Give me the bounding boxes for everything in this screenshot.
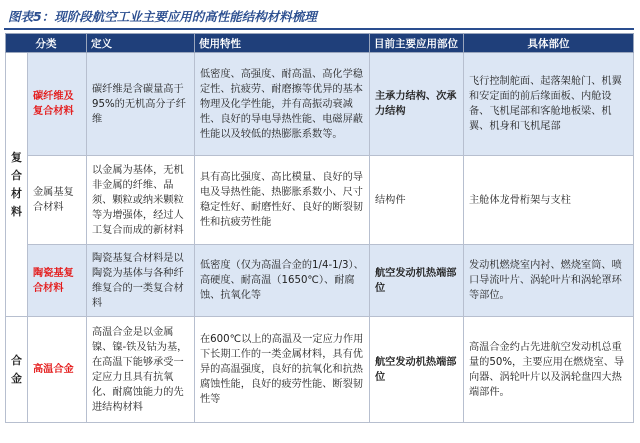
material-main-use: 航空发动机热端部位: [370, 245, 464, 317]
material-parts: 发动机燃烧室内衬、燃烧室筒、喷口导流叶片、涡轮叶片和涡轮罩环等部位。: [464, 245, 634, 317]
header-parts: 具体部位: [464, 34, 634, 53]
material-definition: 陶瓷基复合材料是以陶瓷为基体与各种纤维复合的一类复合材料: [87, 245, 195, 317]
material-name: 金属基复合材料: [28, 156, 87, 245]
table-row: [6, 53, 634, 156]
material-definition: 以金属为基体，无机非金属的纤维、晶须、颗粒或纳米颗粒等为增强体，经过人工复合而成的新材料: [87, 156, 195, 245]
material-name: 高温合金: [28, 317, 87, 423]
header-main-use: 目前主要应用部位: [370, 34, 464, 53]
table-header-row: [6, 34, 634, 53]
material-main-use: 主承力结构、次承力结构: [370, 53, 464, 156]
table-row: [6, 156, 634, 245]
material-name: 碳纤维及复合材料: [28, 53, 87, 156]
figure-title: 图表5：现阶段航空工业主要应用的高性能结构材料梳理: [8, 9, 317, 24]
figure-title-bar: [4, 4, 634, 30]
table-row: [6, 245, 634, 317]
material-properties: 低密度、高强度、耐高温、高化学稳定性、抗疲劳、耐磨擦等优异的基本物理及化学性能，并有高振动衰减性、良好的导电导热性能、电磁屏蔽性能以及较低的热膨胀系数等。: [195, 53, 370, 156]
group-label-composite: 复 合 材 料: [6, 53, 28, 317]
material-definition: 碳纤维是含碳量高于95%的无机高分子纤维: [87, 53, 195, 156]
material-parts: 飞行控制舵面、起落架舱门、机翼和安定面的前后缘面板、内舱设备、飞机尾部和客舱地板梁、机翼、机身和飞机尾部: [464, 53, 634, 156]
materials-table: [5, 33, 634, 423]
material-parts: 高温合金约占先进航空发动机总重量的50%，主要应用在燃烧室、导向器、涡轮叶片以及涡轮盘四大热端部件。: [464, 317, 634, 423]
material-main-use: 结构件: [370, 156, 464, 245]
material-properties: 具有高比强度、高比模量、良好的导电及导热性能、热膨胀系数小、尺寸稳定性好、耐磨性好、良好的断裂韧性和抗疲劳性能: [195, 156, 370, 245]
material-name: 陶瓷基复合材料: [28, 245, 87, 317]
material-properties: 低密度（仅为高温合金的1/4-1/3）、高硬度、耐高温（1650℃）、耐腐蚀、抗氧化等: [195, 245, 370, 317]
header-category: 分类: [6, 34, 87, 53]
header-properties: 使用特性: [195, 34, 370, 53]
material-definition: 高温合金是以金属镍、镍-铁及钴为基，在高温下能够承受一定应力且具有抗氧化、耐腐蚀能力的先进结构材料: [87, 317, 195, 423]
material-parts: 主舱体龙骨桁架与支柱: [464, 156, 634, 245]
header-definition: 定义: [87, 34, 195, 53]
material-properties: 在600℃以上的高温及一定应力作用下长期工作的一类金属材料，具有优异的高温强度，良好的抗氧化和抗热腐蚀性能，良好的疲劳性能、断裂韧性等: [195, 317, 370, 423]
group-label-alloy: 合 金: [6, 317, 28, 423]
table-row: [6, 317, 634, 423]
material-main-use: 航空发动机热端部位: [370, 317, 464, 423]
